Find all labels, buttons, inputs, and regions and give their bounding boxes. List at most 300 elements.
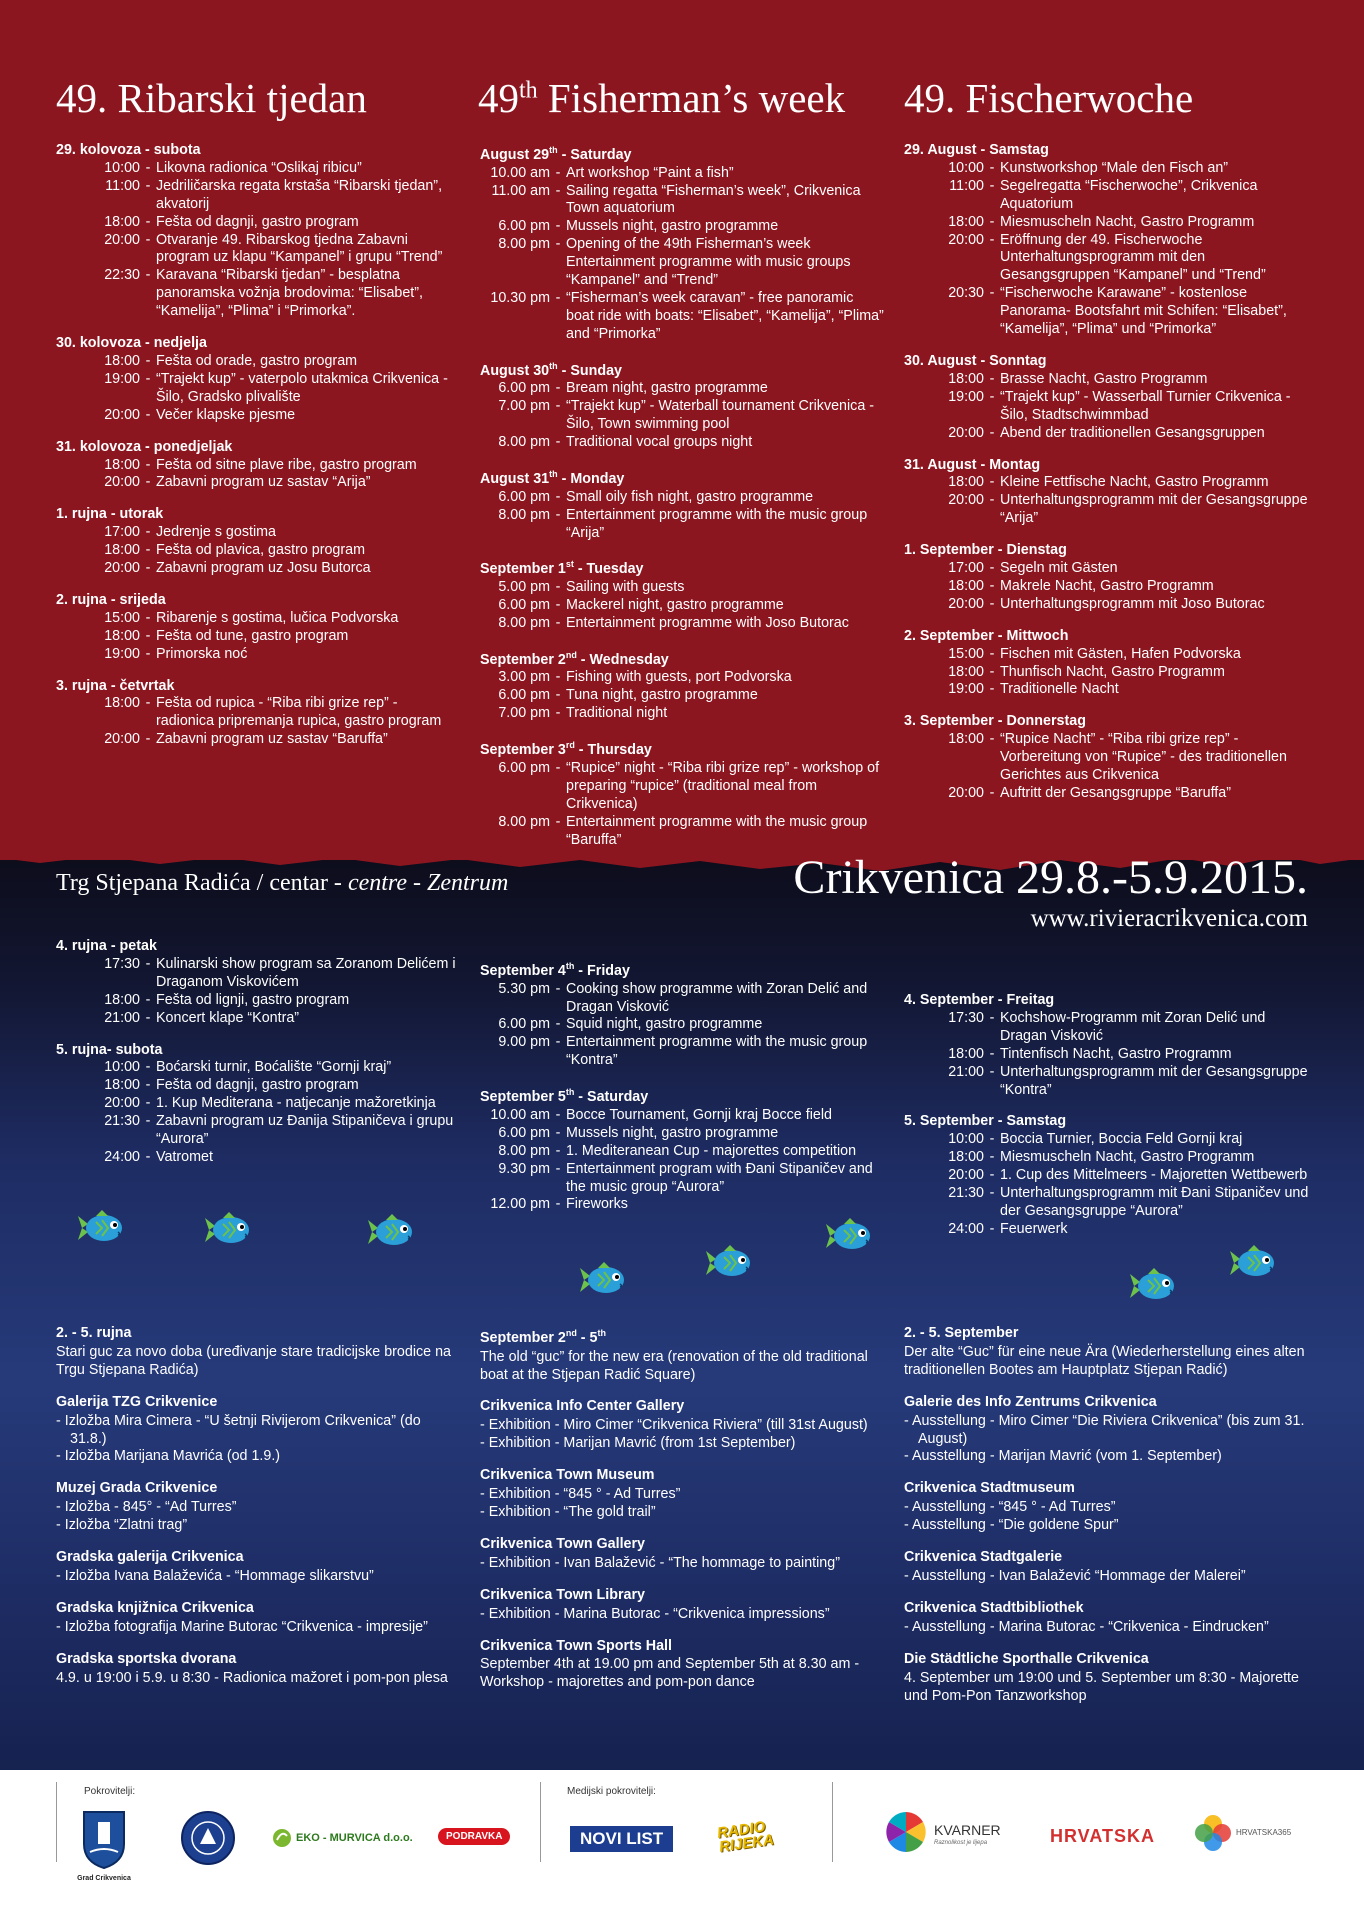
event-text: Segelregatta “Fischerwoche”, Crikvenica Aquatorium <box>1000 177 1258 212</box>
event-row <box>904 560 1309 578</box>
event-time: 8.00 pm <box>498 614 550 631</box>
event-time: 18:00 <box>948 213 984 230</box>
event-time: 10:00 <box>104 159 140 176</box>
event-text: Bocce Tournament, Gornji kraj Bocce field <box>566 1106 832 1123</box>
fish-icon <box>78 1210 126 1246</box>
event-time: 21:00 <box>104 1009 140 1026</box>
event-time: 20:00 <box>948 1167 984 1184</box>
info-item: - Exhibition - “The gold trail” <box>480 1504 656 1521</box>
event-row <box>56 610 456 628</box>
day-block <box>480 556 885 632</box>
info-heading-text: Die Städtliche Sporthalle Crikvenica <box>904 1650 1149 1667</box>
info-item: - Ausstellung - Marijan Mavrić (vom 1. September) <box>904 1448 1222 1465</box>
info-text: The old “guc” for the new era (renovation of the old traditional boat at the Stjepan Radić Square) <box>480 1348 868 1383</box>
day-block <box>904 353 1309 443</box>
day-heading <box>904 713 1309 731</box>
event-time: 6.00 pm <box>498 218 550 235</box>
day-heading <box>904 353 1309 371</box>
event-row <box>56 371 456 407</box>
event-time: 8.00 pm <box>498 506 550 523</box>
day-block <box>480 958 885 1070</box>
day-block <box>904 1113 1309 1238</box>
day-heading-weekday: - Saturday <box>574 1088 649 1105</box>
info-heading-text: Galerie des Info Zentrums Crikvenica <box>904 1393 1157 1410</box>
event-time: 12.00 pm <box>490 1196 550 1213</box>
event-text: Entertainment programme with the music group “Kontra” <box>566 1034 868 1069</box>
day-heading <box>56 439 456 457</box>
event-text: Jedrenje s gostima <box>156 524 276 541</box>
event-row <box>480 1143 885 1161</box>
event-text: Unterhaltungsprogramm mit der Gesangsgruppe “Kontra” <box>1000 1063 1308 1098</box>
event-dash: - <box>989 474 995 491</box>
event-time: 6.00 pm <box>498 488 550 505</box>
event-text: Zabavni program uz Josu Butorca <box>156 560 371 577</box>
day-heading-text: 30. August - Sonntag <box>904 352 1047 369</box>
day-heading <box>904 542 1309 560</box>
event-dash: - <box>555 597 561 613</box>
event-row <box>56 646 456 664</box>
event-dash: - <box>555 1160 561 1177</box>
day-heading <box>56 335 456 353</box>
info-item: - Izložba Mira Cimera - “U šetnji Rivijerom Crikvenica” (do 31.8.) <box>56 1412 421 1447</box>
day-block <box>904 142 1309 339</box>
event-text: Boccia Turnier, Boccia Feld Gornji kraj <box>1000 1131 1243 1148</box>
website-link[interactable]: www.rivieracrikvenica.com <box>1030 905 1308 932</box>
exhibitions-de <box>904 1325 1309 1719</box>
event-text: Kleine Fettfische Nacht, Gastro Programm <box>1000 474 1269 491</box>
event-time: 11:00 <box>105 177 140 194</box>
event-row <box>480 165 885 183</box>
event-dash: - <box>145 542 151 559</box>
eko-murvica-text: EKO - MURVICA d.o.o. <box>296 1832 413 1844</box>
event-row <box>904 232 1309 286</box>
event-text: Kochshow-Programm mit Zoran Delić und Dragan Visković <box>1000 1009 1266 1044</box>
info-heading <box>904 1394 1309 1412</box>
event-row <box>480 290 885 344</box>
event-row <box>480 183 885 219</box>
info-block <box>904 1651 1309 1706</box>
info-block <box>56 1651 456 1688</box>
event-text: Miesmuscheln Nacht, Gastro Programm <box>1000 1149 1255 1166</box>
event-text: Feuerwerk <box>1000 1220 1068 1237</box>
info-block <box>904 1325 1309 1380</box>
event-dash: - <box>989 1167 995 1184</box>
event-row <box>904 664 1309 682</box>
info-heading-text: 2. - 5. rujna <box>56 1325 132 1341</box>
patrons-label: Pokrovitelji: <box>84 1786 136 1797</box>
event-row <box>56 474 456 492</box>
event-text: Unterhaltungsprogramm mit der Gesangsgruppe “Arija” <box>1000 492 1308 527</box>
fish-icon <box>826 1218 874 1254</box>
event-row <box>56 628 456 646</box>
event-row <box>904 1149 1309 1167</box>
info-block <box>480 1398 885 1453</box>
info-block <box>56 1394 456 1467</box>
info-heading <box>56 1480 456 1498</box>
event-dash: - <box>989 1063 995 1080</box>
event-dash: - <box>555 290 561 307</box>
event-row <box>56 1059 456 1077</box>
day-block <box>56 938 456 1028</box>
event-dash: - <box>555 488 561 505</box>
info-heading-text: 2. - 5. September <box>904 1325 1019 1341</box>
day-heading-suffix: th <box>565 961 575 971</box>
day-heading <box>56 678 456 696</box>
event-text: Eröffnung der 49. Fischerwoche Unterhaltungsprogramm mit den Gesangsgruppen “Kampanel” und “Trend” <box>1000 231 1266 284</box>
event-time: 6.00 pm <box>498 1124 550 1141</box>
event-row <box>904 646 1309 664</box>
event-row <box>904 785 1309 803</box>
event-dash: - <box>555 506 561 523</box>
media-label: Medijski pokrovitelji: <box>567 1786 656 1797</box>
event-text: Cooking show programme with Zoran Delić and Dragan Visković <box>566 980 868 1015</box>
event-time: 10:00 <box>948 1131 984 1148</box>
fish-icon <box>1230 1245 1278 1281</box>
info-heading <box>480 1587 885 1605</box>
day-block <box>904 992 1309 1099</box>
event-time: 10.30 pm <box>490 290 550 307</box>
info-text: 4. September um 19:00 und 5. September um 8:30 - Majorette und Pom-Pon Tanzworkshop <box>904 1669 1299 1704</box>
event-text: Squid night, gastro programme <box>566 1016 763 1033</box>
day-heading-text: August 30 <box>480 362 550 379</box>
day-heading-text: 3. rujna - četvrtak <box>56 677 175 694</box>
event-time: 20:00 <box>948 424 984 441</box>
day-block <box>904 457 1309 529</box>
title-de: 49. Fischerwoche <box>904 75 1194 121</box>
day-heading-text: 5. September - Samstag <box>904 1113 1067 1130</box>
day-heading <box>56 592 456 610</box>
event-dash: - <box>145 1148 151 1165</box>
event-row <box>480 434 885 452</box>
event-row <box>480 236 885 290</box>
day-block <box>56 678 456 750</box>
schedule-mid-en <box>480 958 885 1228</box>
event-dash: - <box>989 213 995 230</box>
day-heading <box>904 1113 1309 1131</box>
info-item: - Ausstellung - Ivan Balažević “Hommage der Malerei” <box>904 1567 1246 1584</box>
event-time: 9.30 pm <box>498 1160 550 1177</box>
event-dash: - <box>145 695 151 712</box>
event-time: 6.00 pm <box>498 759 550 776</box>
event-row <box>480 507 885 543</box>
event-row <box>904 474 1309 492</box>
event-row <box>480 1161 885 1197</box>
day-heading <box>480 737 885 760</box>
event-row <box>56 1077 456 1095</box>
event-row <box>904 160 1309 178</box>
schedule-de <box>904 142 1309 817</box>
event-time: 8.00 pm <box>498 1142 550 1159</box>
event-row <box>56 1095 456 1113</box>
sponsors-strip <box>0 1770 1364 1929</box>
event-dash: - <box>989 731 995 748</box>
event-dash: - <box>145 1059 151 1076</box>
event-time: 19:00 <box>948 388 984 405</box>
event-text: Abend der traditionellen Gesangsgruppen <box>1000 424 1265 441</box>
day-heading-text: 2. rujna - srijeda <box>56 591 166 608</box>
event-text: Tuna night, gastro programme <box>566 687 758 704</box>
event-row <box>480 705 885 723</box>
event-text: Fishing with guests, port Podvorska <box>566 669 792 686</box>
event-dash: - <box>555 380 561 397</box>
event-text: Likovna radionica “Oslikaj ribicu” <box>156 159 362 176</box>
event-dash: - <box>145 609 151 626</box>
day-heading-text: 31. kolovoza - ponedjeljak <box>56 438 233 455</box>
event-dash: - <box>145 370 151 387</box>
day-heading-weekday: - Thursday <box>574 741 652 758</box>
day-heading <box>904 992 1309 1010</box>
grad-crikvenica-name: Grad Crikvenica <box>77 1875 131 1882</box>
schedule-en <box>480 142 885 863</box>
event-dash: - <box>555 1142 561 1159</box>
info-item: - Ausstellung - Marina Butorac - “Crikvenica - Eindrucken” <box>904 1618 1269 1635</box>
day-heading-text: 4. September - Freitag <box>904 992 1055 1008</box>
hrvatska365-icon <box>1192 1812 1234 1859</box>
event-time: 6.00 pm <box>498 380 550 397</box>
divider <box>540 1782 541 1862</box>
day-heading <box>480 556 885 579</box>
schedule-mid-de <box>904 992 1309 1253</box>
info-heading-text: Gradska sportska dvorana <box>56 1650 237 1667</box>
event-text: 1. Kup Mediterana - natjecanje mažoretkinja <box>156 1095 436 1112</box>
event-dash: - <box>145 524 151 541</box>
info-heading-text: Crikvenica Info Center Gallery <box>480 1398 685 1415</box>
event-text: Segeln mit Gästen <box>1000 560 1118 577</box>
event-dash: - <box>145 267 151 284</box>
event-row <box>904 1131 1309 1149</box>
event-time: 17:00 <box>104 524 140 541</box>
event-row <box>56 524 456 542</box>
event-dash: - <box>555 218 561 235</box>
event-time: 20:00 <box>948 492 984 509</box>
event-dash: - <box>989 1220 995 1237</box>
fish-icon <box>580 1262 628 1298</box>
event-dash: - <box>555 1196 561 1213</box>
info-item: - Exhibition - Ivan Balažević - “The hommage to painting” <box>480 1554 840 1571</box>
day-heading <box>904 457 1309 475</box>
info-heading-text: Crikvenica Town Museum <box>480 1467 655 1484</box>
event-dash: - <box>989 595 995 612</box>
info-block <box>480 1638 885 1693</box>
info-heading <box>904 1480 1309 1498</box>
info-text: 4.9. u 19:00 i 5.9. u 8:30 - Radionica mažoret i pom-pon plesa <box>56 1669 448 1686</box>
title-en-number: 49 <box>478 75 519 121</box>
event-dash: - <box>555 164 561 181</box>
event-text: Ribarenje s gostima, lučica Podvorska <box>156 609 399 626</box>
event-time: 6.00 pm <box>498 1016 550 1033</box>
day-heading-text: 31. August - Montag <box>904 456 1041 473</box>
event-dash: - <box>555 669 561 686</box>
day-block <box>56 142 456 321</box>
kvarner-text: KVARNER <box>934 1822 1001 1838</box>
event-dash: - <box>145 1113 151 1130</box>
event-dash: - <box>145 1077 151 1094</box>
event-text: Fešta od dagnji, gastro program <box>156 213 359 230</box>
event-dash: - <box>555 236 561 253</box>
event-dash: - <box>989 159 995 176</box>
event-dash: - <box>989 1009 995 1026</box>
event-text: Fireworks <box>566 1196 628 1213</box>
schedule-hr <box>56 142 456 763</box>
info-heading-text: Crikvenica Town Library <box>480 1586 645 1603</box>
event-text: Vatromet <box>156 1148 213 1165</box>
event-text: “Rupice Nacht” - “Riba ribi grize rep” - Vorbereitung von “Rupice” - des traditionellen Gerichtes aus Crikvenica <box>1000 731 1287 784</box>
info-heading-text: Crikvenica Town Gallery <box>480 1535 646 1552</box>
event-dash: - <box>145 231 151 248</box>
event-time: 18:00 <box>948 1045 984 1062</box>
event-text: Mackerel night, gastro programme <box>566 597 784 613</box>
event-dash: - <box>145 352 151 369</box>
event-row <box>904 1046 1309 1064</box>
event-time: 18:00 <box>104 991 140 1008</box>
event-row <box>480 687 885 705</box>
radio-rijeka-logo: RADIO RIJEKA <box>716 1818 775 1856</box>
event-text: Zabavni program uz Đanija Stipaničeva i grupu “Aurora” <box>156 1113 454 1148</box>
event-row <box>480 489 885 507</box>
event-text: Entertainment program with Đani Stipaničev and the music group “Aurora” <box>566 1160 873 1195</box>
info-block <box>56 1480 456 1535</box>
day-heading-text: 3. September - Donnerstag <box>904 713 1086 730</box>
event-dash: - <box>989 231 995 248</box>
location-de: Zentrum <box>427 870 509 896</box>
title-en <box>478 74 845 122</box>
event-time: 20:00 <box>104 474 140 491</box>
event-row <box>904 1064 1309 1100</box>
event-time: 18:00 <box>104 1077 140 1094</box>
event-dash: - <box>989 388 995 405</box>
info-heading <box>56 1325 456 1343</box>
event-row <box>56 214 456 232</box>
info-heading-tail: - 5 <box>576 1329 598 1346</box>
info-heading <box>904 1549 1309 1567</box>
event-text: Karavana “Ribarski tjedan” - besplatna panoramska vožnja brodovima: “Elisabet”, “Kamelija”, “Plima” i “Primorka”. <box>156 267 423 320</box>
day-heading-text: August 29 <box>480 146 550 163</box>
day-heading <box>56 1042 456 1060</box>
event-row <box>480 814 885 850</box>
event-time: 18:00 <box>104 352 140 369</box>
event-text: Fešta od plavica, gastro program <box>156 542 365 559</box>
event-text: Entertainment programme with the music group “Baruffa” <box>566 813 868 848</box>
event-text: Traditional night <box>566 705 668 722</box>
day-heading-weekday: - Tuesday <box>573 561 644 578</box>
event-text: Bream night, gastro programme <box>566 380 768 397</box>
info-heading <box>904 1600 1309 1618</box>
event-dash: - <box>555 1124 561 1141</box>
event-text: Unterhaltungsprogramm mit Đani Stipaničev und der Gesangsgruppe “Aurora” <box>1000 1185 1309 1219</box>
event-row <box>904 578 1309 596</box>
event-row <box>56 992 456 1010</box>
event-row <box>56 731 456 749</box>
event-time: 9.00 pm <box>498 1034 550 1051</box>
event-text: Unterhaltungsprogramm mit Joso Butorac <box>1000 595 1265 612</box>
info-block <box>480 1325 885 1384</box>
fish-icon <box>1130 1268 1178 1304</box>
location-line <box>56 870 508 897</box>
location-en: centre <box>347 870 408 896</box>
event-row <box>480 1196 885 1214</box>
info-heading-text: Crikvenica Stadtbibliothek <box>904 1599 1084 1616</box>
crest-logo <box>180 1810 236 1871</box>
event-time: 10.00 am <box>490 164 550 181</box>
schedule-mid-hr <box>56 938 456 1181</box>
title-hr: 49. Ribarski tjedan <box>56 75 367 121</box>
event-dash: - <box>555 579 561 596</box>
event-row <box>56 267 456 321</box>
event-dash: - <box>555 687 561 704</box>
event-text: Fischen mit Gästen, Hafen Podvorska <box>1000 645 1241 662</box>
event-time: 17:30 <box>948 1009 984 1026</box>
info-block <box>480 1536 885 1573</box>
event-text: Večer klapske pjesme <box>156 406 296 423</box>
event-row <box>904 285 1309 339</box>
event-time: 22:30 <box>104 267 140 284</box>
event-dash: - <box>145 560 151 577</box>
event-text: Kunstworkshop “Male den Fisch an” <box>1000 159 1229 176</box>
event-time: 24:00 <box>104 1148 140 1165</box>
event-text: Fešta od lignji, gastro program <box>156 991 350 1008</box>
event-row <box>56 956 456 992</box>
day-heading <box>480 142 885 165</box>
event-time: 18:00 <box>948 731 984 748</box>
event-text: Koncert klape “Kontra” <box>156 1009 300 1026</box>
day-heading-text: 29. kolovoza - subota <box>56 142 201 158</box>
event-text: Fešta od sitne plave ribe, gastro program <box>156 456 417 473</box>
podravka-logo: PODRAVKA <box>438 1828 510 1845</box>
event-row <box>56 407 456 425</box>
event-text: Brasse Nacht, Gastro Programm <box>1000 370 1208 387</box>
day-heading-text: 30. kolovoza - nedjelja <box>56 335 207 352</box>
event-text: Boćarski turnir, Boćalište “Gornji kraj” <box>156 1059 392 1076</box>
info-heading <box>56 1549 456 1567</box>
title-en-suffix: th <box>519 77 538 104</box>
event-time: 20:00 <box>104 560 140 577</box>
fish-icon <box>205 1212 253 1248</box>
event-text: Miesmuscheln Nacht, Gastro Programm <box>1000 213 1255 230</box>
day-heading-text: September 3 <box>480 741 566 758</box>
day-heading <box>480 647 885 670</box>
event-dash: - <box>555 1034 561 1051</box>
event-dash: - <box>989 663 995 680</box>
info-block <box>56 1600 456 1637</box>
day-block <box>56 1042 456 1167</box>
info-heading <box>480 1325 885 1348</box>
event-dash: - <box>555 182 561 199</box>
day-heading-suffix: st <box>565 559 574 570</box>
event-row <box>904 1167 1309 1185</box>
event-time: 18:00 <box>104 627 140 644</box>
event-row <box>56 560 456 578</box>
event-time: 20:00 <box>104 406 140 423</box>
day-heading <box>56 142 456 160</box>
info-text: Stari guc za novo doba (uređivanje stare tradicijske brodice na Trgu Stjepana Radića) <box>56 1343 451 1378</box>
day-heading-text: 1. rujna - utorak <box>56 506 164 523</box>
day-heading-suffix: nd <box>565 649 577 660</box>
event-row <box>480 1034 885 1070</box>
info-heading-text: Muzej Grada Crikvenice <box>56 1480 218 1497</box>
event-row <box>904 596 1309 614</box>
event-dash: - <box>555 614 561 631</box>
event-time: 10.00 am <box>490 1106 550 1123</box>
day-block <box>480 466 885 542</box>
info-block <box>56 1325 456 1380</box>
kvarner-logo <box>884 1810 928 1859</box>
event-text: Fešta od tune, gastro program <box>156 627 349 644</box>
info-block <box>904 1480 1309 1535</box>
event-text: Traditional vocal groups night <box>566 434 753 451</box>
event-dash: - <box>989 177 995 194</box>
event-row <box>904 681 1309 699</box>
info-item: - Izložba “Zlatni trag” <box>56 1517 188 1534</box>
